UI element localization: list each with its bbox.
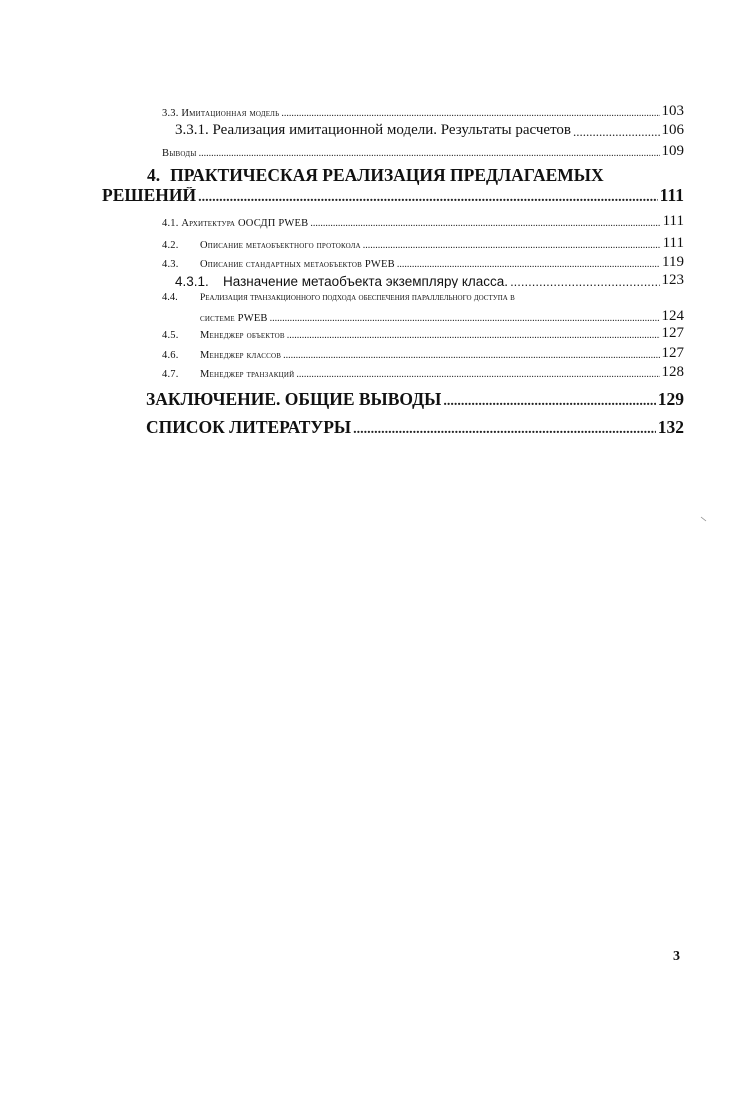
toc-entry-title: Описание стандартных метаобъектов PWEB bbox=[200, 258, 395, 270]
toc-entry-4-4[interactable] bbox=[200, 309, 684, 324]
toc-entry-title: Описание метаобъектного протокола bbox=[200, 239, 361, 251]
toc-page-number: 111 bbox=[659, 187, 684, 205]
toc-entry-4-5[interactable] bbox=[162, 326, 684, 341]
toc-leader-dots bbox=[443, 395, 655, 409]
toc-entry-chapter-4[interactable] bbox=[102, 187, 684, 205]
toc-entry-title: Менеджер объектов bbox=[200, 329, 285, 341]
toc-leader-dots bbox=[363, 241, 661, 251]
toc-entry-title: Менеджер транзакций bbox=[200, 368, 295, 380]
toc-leader-dots bbox=[287, 331, 660, 341]
toc-page-number: 132 bbox=[657, 419, 684, 437]
toc-page-number: 127 bbox=[661, 326, 684, 341]
toc-leader-dots bbox=[397, 260, 660, 270]
toc-page-number: 128 bbox=[661, 365, 684, 380]
toc-entry-number: 4.6. bbox=[162, 349, 179, 361]
chapter-title-line1: ПРАКТИЧЕСКАЯ РЕАЛИЗАЦИЯ ПРЕДЛАГАЕМЫХ bbox=[170, 165, 604, 185]
toc-entry-title: 4.1. Архитектура ООСДП PWEB bbox=[162, 217, 309, 229]
toc-entry-4-1[interactable] bbox=[162, 214, 684, 229]
toc-page-number: 106 bbox=[661, 123, 684, 138]
toc-entry-summary[interactable] bbox=[146, 391, 684, 409]
toc-leader-dots bbox=[283, 351, 659, 361]
toc-entry-number: 4.2. bbox=[162, 239, 179, 251]
toc-page-number: 124 bbox=[661, 309, 684, 324]
chapter-number: 4. bbox=[147, 165, 161, 185]
toc-entry-4-3-1[interactable] bbox=[175, 273, 684, 288]
toc-page-number: 111 bbox=[662, 214, 684, 229]
toc-entry-3-3-1[interactable] bbox=[175, 123, 684, 138]
toc-entry-references[interactable] bbox=[146, 419, 684, 437]
toc-chapter-4-heading[interactable] bbox=[147, 167, 604, 185]
toc-entry-4-7[interactable] bbox=[162, 365, 684, 380]
toc-entry-title: Менеджер классов bbox=[200, 349, 282, 361]
toc-page-number: 123 bbox=[661, 273, 684, 288]
toc-entry-title: 3.3. Имитационная модель bbox=[162, 107, 280, 119]
chapter-title-line2: РЕШЕНИЙ bbox=[102, 187, 197, 205]
toc-leader-dots bbox=[310, 219, 660, 229]
toc-entry-number: 4.3. bbox=[162, 258, 179, 270]
toc-page-number: 129 bbox=[657, 391, 684, 409]
toc-entry-title: Выводы bbox=[162, 147, 197, 159]
toc-entry-4-4-line1[interactable] bbox=[162, 293, 682, 304]
toc-entry-3-3[interactable] bbox=[162, 104, 684, 119]
toc-entry-title-line1: Реализация транзакционного подхода обеспечения параллельного доступа в bbox=[200, 293, 515, 303]
toc-entry-title: Назначение метаобъекта экземпляру класса. bbox=[223, 273, 509, 288]
toc-entry-number: 4.3.1. bbox=[175, 273, 209, 288]
toc-entry-title-line2: системе PWEB bbox=[200, 312, 268, 324]
toc-entry-4-6[interactable] bbox=[162, 346, 684, 361]
scan-artifact-mark bbox=[700, 516, 708, 522]
toc-entry-number: 4.4. bbox=[162, 292, 178, 303]
toc-entry-number: 4.7. bbox=[162, 368, 179, 380]
page-number: 3 bbox=[673, 949, 680, 964]
toc-page-number: 111 bbox=[662, 236, 684, 251]
toc-page-number: 119 bbox=[662, 255, 684, 270]
toc-entry-title: 3.3.1. Реализация имитационной модели. Результаты расчетов bbox=[175, 123, 572, 138]
toc-leader-dots bbox=[199, 149, 660, 159]
toc-page-number: 127 bbox=[661, 346, 684, 361]
toc-leader-dots bbox=[281, 109, 659, 119]
toc-entry-title: СПИСОК ЛИТЕРАТУРЫ bbox=[146, 419, 352, 437]
toc-entry-conclusions-3[interactable] bbox=[162, 144, 684, 159]
toc-page-number: 103 bbox=[661, 104, 684, 119]
toc-entry-4-3[interactable] bbox=[162, 255, 684, 270]
toc-entry-4-2[interactable] bbox=[162, 236, 684, 251]
toc-entry-title: ЗАКЛЮЧЕНИЕ. ОБЩИЕ ВЫВОДЫ bbox=[146, 391, 442, 409]
toc-leader-dots bbox=[353, 423, 656, 437]
toc-leader-dots bbox=[573, 125, 659, 138]
toc-leader-dots bbox=[510, 275, 659, 288]
toc-leader-dots bbox=[270, 314, 660, 324]
toc-page-number: 109 bbox=[661, 144, 684, 159]
toc-leader-dots bbox=[198, 191, 658, 205]
toc-leader-dots bbox=[296, 370, 659, 380]
toc-entry-number: 4.5. bbox=[162, 329, 179, 341]
